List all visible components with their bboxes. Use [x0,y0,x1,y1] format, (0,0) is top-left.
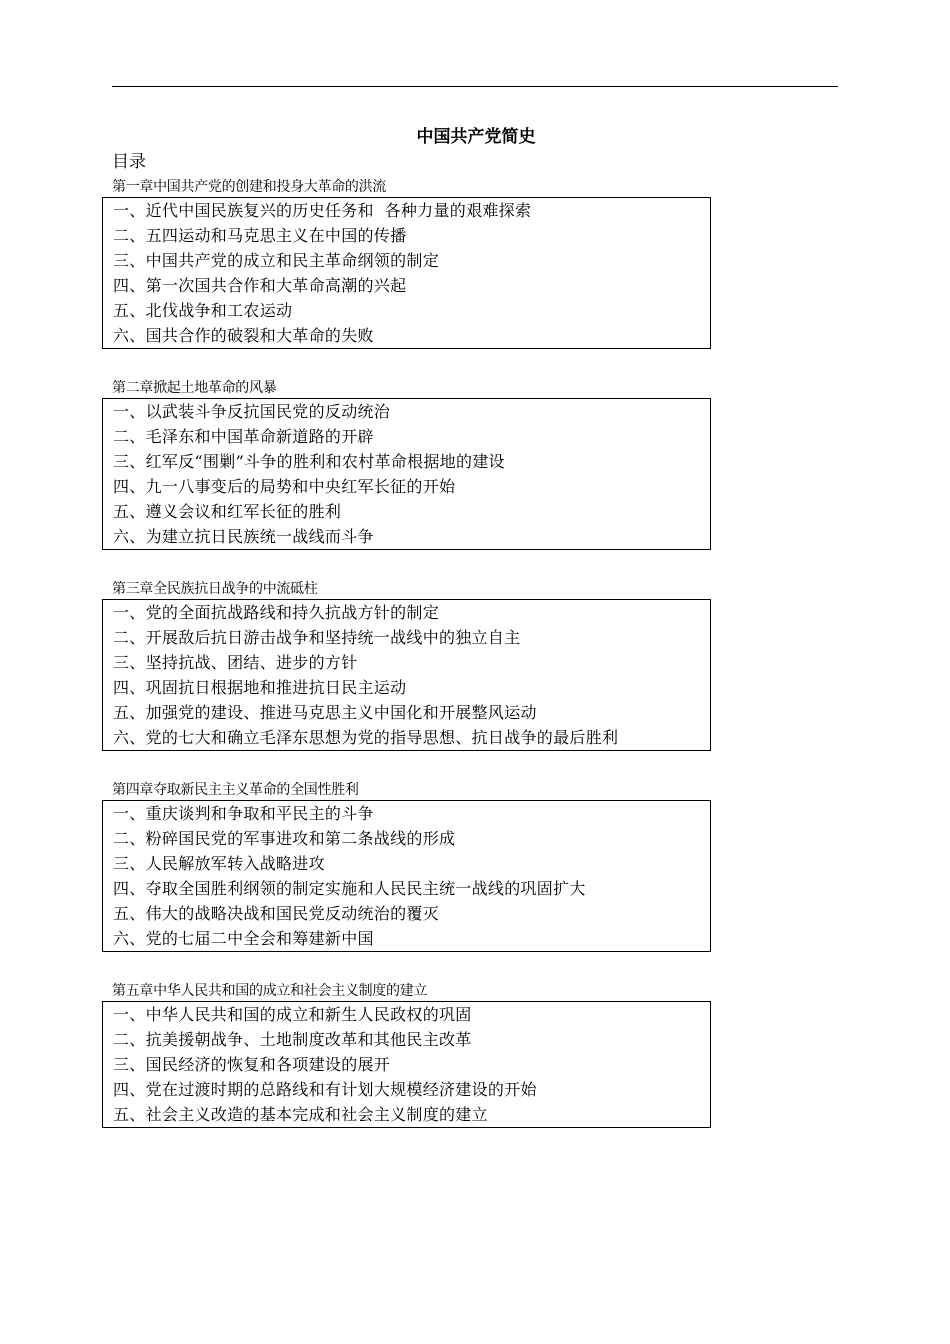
chapter-title: 第一章中国共产党的创建和投身大革命的洪流 [112,179,386,195]
chapter-title: 第三章全民族抗日战争的中流砥柱 [112,581,318,597]
chapter-4 [102,780,712,952]
section-item: 五、加强党的建设、推进马克思主义中国化和开展整风运动 [113,703,537,722]
section-item: 一、以武装斗争反抗国民党的反动统治 [113,402,391,421]
section-item: 四、第一次国共合作和大革命高潮的兴起 [113,276,407,295]
document-title: 中国共产党简史 [416,127,536,147]
section-item: 二、粉碎国民党的军事进攻和第二条战线的形成 [113,829,456,848]
section-item: 二、抗美援朝战争、土地制度改革和其他民主改革 [113,1030,472,1049]
section-item: 三、国民经济的恢复和各项建设的展开 [113,1055,391,1074]
section-item: 六、国共合作的破裂和大革命的失败 [113,326,374,345]
section-item: 一、近代中国民族复兴的历史任务和 各种力量的艰难探索 [113,201,532,220]
section-list [102,197,711,349]
header-rule [112,86,838,87]
section-item: 二、毛泽东和中国革命新道路的开辟 [113,427,374,446]
chapter-1 [102,177,712,349]
chapter-title: 第四章夺取新民主主义革命的全国性胜利 [112,782,359,798]
section-list [102,599,711,751]
section-item: 二、五四运动和马克思主义在中国的传播 [113,226,407,245]
section-item: 三、坚持抗战、团结、进步的方针 [113,653,358,672]
section-item: 一、中华人民共和国的成立和新生人民政权的巩固 [113,1005,472,1024]
section-item: 三、中国共产党的成立和民主革命纲领的制定 [113,251,440,270]
section-item: 一、党的全面抗战路线和持久抗战方针的制定 [113,603,440,622]
chapter-5 [102,981,712,1128]
section-list [102,800,711,952]
section-item: 五、伟大的战略决战和国民党反动统治的覆灭 [113,904,440,923]
section-item: 四、夺取全国胜利纲领的制定实施和人民民主统一战线的巩固扩大 [113,879,586,898]
toc-label: 目录 [112,152,146,172]
chapter-title: 第二章掀起土地革命的风暴 [112,380,277,396]
section-item: 六、党的七大和确立毛泽东思想为党的指导思想、抗日战争的最后胜利 [113,728,619,747]
section-item: 六、党的七届二中全会和筹建新中国 [113,929,374,948]
section-item: 二、开展敌后抗日游击战争和坚持统一战线中的独立自主 [113,628,521,647]
section-item: 三、人民解放军转入战略进攻 [113,854,325,873]
chapter-title: 第五章中华人民共和国的成立和社会主义制度的建立 [112,983,428,999]
section-item: 一、重庆谈判和争取和平民主的斗争 [113,804,374,823]
section-item: 三、红军反“围剿”斗争的胜利和农村革命根据地的建设 [113,452,505,471]
chapter-3 [102,579,712,751]
section-list [102,1001,711,1128]
section-item: 五、北伐战争和工农运动 [113,301,293,320]
section-item: 六、为建立抗日民族统一战线而斗争 [113,527,374,546]
section-list [102,398,711,550]
section-item: 四、巩固抗日根据地和推进抗日民主运动 [113,678,407,697]
section-item: 五、社会主义改造的基本完成和社会主义制度的建立 [113,1105,488,1124]
section-item: 五、遵义会议和红军长征的胜利 [113,502,342,521]
chapter-2 [102,378,712,550]
section-item: 四、党在过渡时期的总路线和有计划大规模经济建设的开始 [113,1080,537,1099]
section-item: 四、九一八事变后的局势和中央红军长征的开始 [113,477,456,496]
